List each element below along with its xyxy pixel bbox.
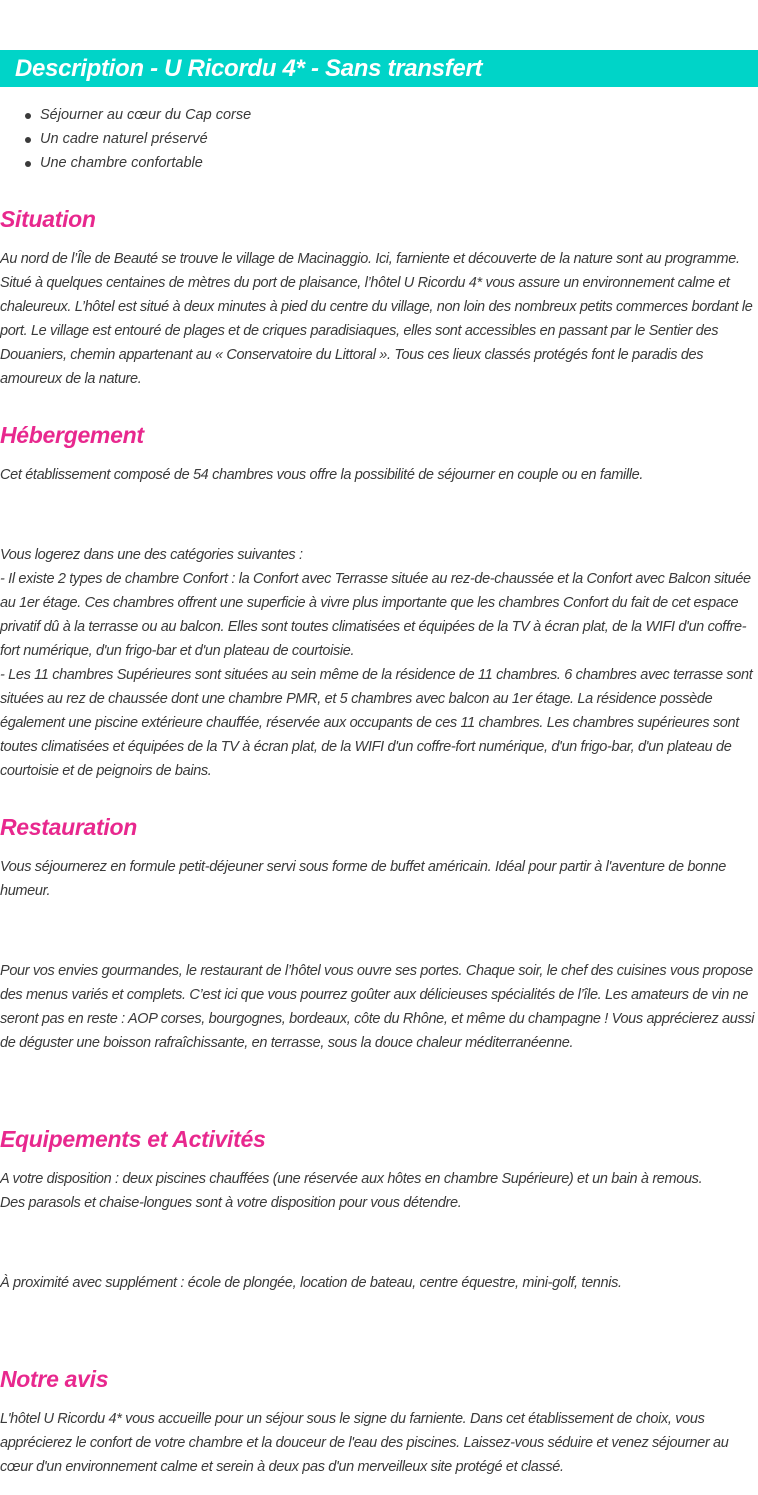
hebergement-heading: Hébergement bbox=[0, 422, 144, 448]
hebergement-paragraph: - Les 11 chambres Supérieures sont situées au sein même de la résidence de 11 chambres. 6 chambres avec terrasse sont situées au rez de chaussée dont une chambre PMR, et 5 chambres avec balcon au 1er étage. La résidence possède également une piscine extérieure chauffée, réservée aux occupants de ces 11 chambres. Les chambres supérieures sont toutes climatisées et équipées de la TV à écran plat, de la WIFI d'un coffre-fort numérique, d'un frigo-bar, d'un plateau de courtoisie et de peignoirs de bains. bbox=[0, 667, 753, 779]
page-title: Description - U Ricordu 4* - Sans transfert bbox=[15, 54, 483, 82]
restauration-heading: Restauration bbox=[0, 814, 137, 840]
hebergement-paragraph: - Il existe 2 types de chambre Confort : la Confort avec Terrasse située au rez-de-chaussée et la Confort avec Balcon située au 1er étage. Ces chambres offrent une superficie à vivre plus importante que les chambres Confort du fait de cet espace privatif dû à la terrasse ou au balcon. Elles sont toutes climatisées et équipées de la TV à écran plat, de la WIFI d'un coffre-fort numérique, d'un frigo-bar et d'un plateau de courtoisie. bbox=[0, 571, 751, 659]
equipements-paragraph: À proximité avec supplément : école de plongée, location de bateau, centre équestre, mini-golf, tennis. bbox=[0, 1275, 622, 1291]
avis-heading: Notre avis bbox=[0, 1366, 109, 1392]
avis-paragraph: L'hôtel U Ricordu 4* vous accueille pour un séjour sous le signe du farniente. Dans cet établissement de choix, vous apprécierez le confort de votre chambre et la douceur de l'eau des piscines. Laissez-vous séduire et venez séjourner au cœur d'un environnement calme et serein à deux pas d'un merveilleux site protégé et classé. bbox=[0, 1411, 729, 1475]
restauration-paragraph: Pour vos envies gourmandes, le restaurant de l’hôtel vous ouvre ses portes. Chaque soir, le chef des cuisines vous propose des menus variés et complets. C’est ici que vous pourrez goûter aux délicieuses spécialités de l’île. Les amateurs de vin ne seront pas en reste : AOP corses, bourgognes, bordeaux, côte du Rhône, et même du champagne ! Vous apprécierez aussi de déguster une boisson rafraîchissante, en terrasse, sous la douce chaleur méditerranéenne. bbox=[0, 963, 755, 1051]
title-banner bbox=[0, 50, 758, 87]
hebergement-paragraph: Vous logerez dans une des catégories suivantes : bbox=[0, 547, 303, 563]
highlight-item: Un cadre naturel préservé bbox=[0, 127, 251, 151]
equipements-paragraph: Des parasols et chaise-longues sont à votre disposition pour vous détendre. bbox=[0, 1195, 462, 1211]
highlight-item: Une chambre confortable bbox=[0, 151, 251, 175]
restauration-paragraph: Vous séjournerez en formule petit-déjeuner servi sous forme de buffet américain. Idéal pour partir à l'aventure de bonne humeur. bbox=[0, 859, 726, 899]
situation-paragraph: Au nord de l’Île de Beauté se trouve le village de Macinaggio. Ici, farniente et découverte de la nature sont au programme. Situé à quelques centaines de mètres du port de plaisance, l’hôtel U Ricordu 4* vous assure un environnement calme et chaleureux. L’hôtel est situé à deux minutes à pied du centre du village, non loin des nombreux petits commerces bordant le port. Le village est entouré de plages et de criques paradisiaques, elles sont accessibles en passant par le Sentier des Douaniers, chemin appartenant au « Conservatoire du Littoral ». Tous ces lieux classés protégés font le paradis des amoureux de la nature. bbox=[0, 251, 753, 387]
situation-heading: Situation bbox=[0, 206, 96, 232]
equipements-paragraph: A votre disposition : deux piscines chauffées (une réservée aux hôtes en chambre Supérieure) et un bain à remous. bbox=[0, 1171, 703, 1187]
hebergement-paragraph: Cet établissement composé de 54 chambres vous offre la possibilité de séjourner en couple ou en famille. bbox=[0, 467, 644, 483]
highlight-item: Séjourner au cœur du Cap corse bbox=[0, 103, 251, 127]
highlights-list bbox=[0, 103, 251, 175]
equipements-heading: Equipements et Activités bbox=[0, 1126, 266, 1152]
